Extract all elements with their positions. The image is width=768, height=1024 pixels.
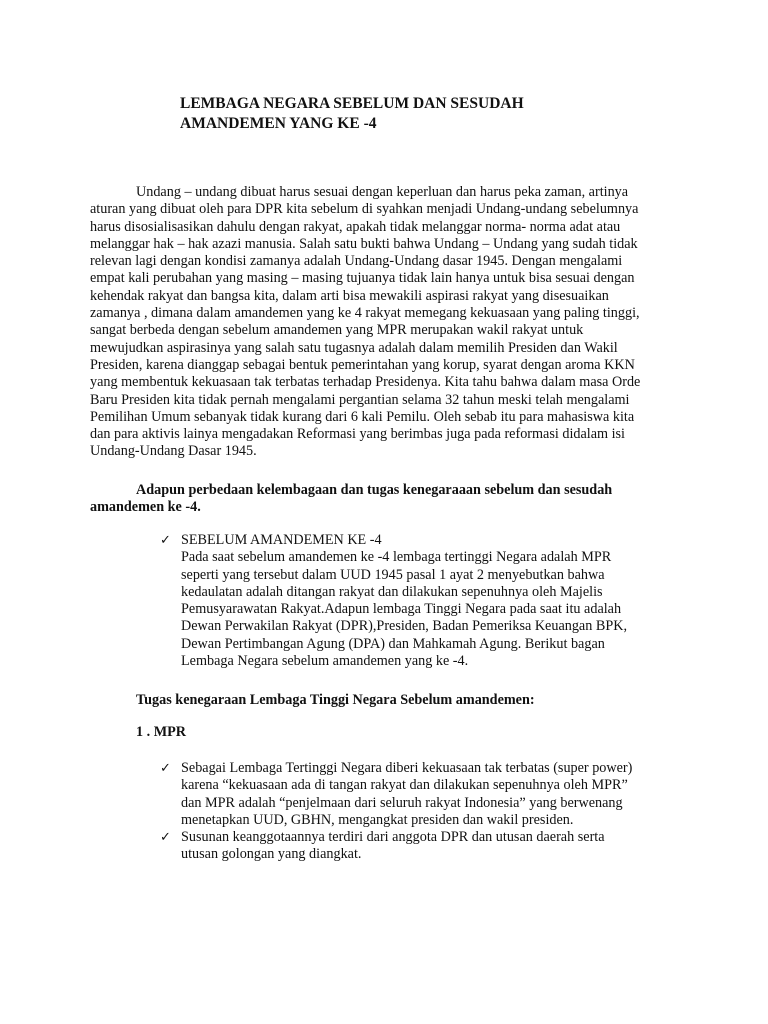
checkmark-icon: ✓ <box>160 830 171 846</box>
mpr-heading: 1 . MPR <box>136 724 187 740</box>
section-before-line: seperti yang tersebut dalam UUD 1945 pasal 1 ayat 2 menyebutkan bahwa <box>181 566 605 583</box>
intro-line: relevan lagi dengan kondisi zamanya adalah Undang-Undang dasar 1945. Dengan mengalami <box>90 253 623 270</box>
section-before-line: Lembaga Negara sebelum amandemen yang ke -4. <box>181 653 469 670</box>
mpr-item-line: dan MPR adalah “penjelmaan dari seluruh rakyat Indonesia” yang berwenang <box>181 794 623 811</box>
difference-paragraph <box>90 482 690 517</box>
section-before-line: Dewan Perwakilan Rakyat (DPR),Presiden, Badan Pemeriksa Keuangan BPK, <box>181 618 628 635</box>
section-before-line: Pada saat sebelum amandemen ke -4 lembaga tertinggi Negara adalah MPR <box>181 549 612 566</box>
document-title <box>180 94 700 134</box>
duties-heading: Tugas kenegaraan Lembaga Tinggi Negara Sebelum amandemen: <box>136 692 535 708</box>
mpr-item-line: Sebagai Lembaga Tertinggi Negara diberi kekuasaan tak terbatas (super power) <box>181 760 633 776</box>
section-before-line: Dewan Pertimbangan Agung (DPA) dan Mahkamah Agung. Berikut bagan <box>181 635 605 652</box>
intro-line: Baru Presiden kita tidak pernah mengalami pergantian selama 32 tahun meski telah mengalami <box>90 391 630 408</box>
mpr-item-line: utusan golongan yang diangkat. <box>181 846 362 863</box>
section-before-line: kedaulatan adalah ditangan rakyat dan dilakukan sepenuhnya oleh Majelis <box>181 583 603 600</box>
intro-line: zamanya , dimana dalam amandemen yang ke 4 rakyat memegang kekuasaan yang paling tinggi, <box>90 305 640 322</box>
intro-line: empat kali perubahan yang masing – masing tujuanya tidak lain hanya untuk bisa sesuai dengan <box>90 270 635 287</box>
list-item <box>160 760 690 829</box>
title-line-2: AMANDEMEN YANG KE -4 <box>180 115 377 132</box>
checkmark-icon: ✓ <box>160 533 171 548</box>
intro-line: yang membentuk kekuasaan tak terbatas terhadap Presidenya. Kita tahu bahwa dalam masa Orde <box>90 374 641 391</box>
difference-line: amandemen ke -4. <box>90 499 201 516</box>
intro-line: aturan yang dibuat oleh para DPR kita sebelum di syahkan menjadi Undang-undang sebelumnya <box>90 201 639 218</box>
intro-line: harus disosialisasikan dahulu dengan rakyat, apakah tidak melanggar norma- norma adat atau <box>90 218 621 235</box>
intro-line: melanggar hak – hak azazi manusia. Salah satu bukti bahwa Undang – Undang yang sudah tidak <box>90 235 638 252</box>
intro-paragraph <box>90 184 690 461</box>
checkmark-icon: ✓ <box>160 761 171 776</box>
intro-line: Undang-Undang Dasar 1945. <box>90 443 257 460</box>
intro-line: kehendak rakyat dan bangsa kita, dalam arti bisa mewakili aspirasi rakyat yang disesuaikan <box>90 287 609 304</box>
intro-line: sangat berbeda dengan sebelum amandemen yang MPR merupakan wakil rakyat untuk <box>90 322 584 339</box>
mpr-item-line: karena “kekuasaan ada di tangan rakyat dan dilakukan sepenuhnya oleh MPR” <box>181 777 628 794</box>
mpr-item-line: Susunan keanggotaannya terdiri dari anggota DPR dan utusan daerah serta <box>181 829 605 846</box>
intro-line: dan para aktivis lainya mengadakan Reformasi yang berimbas juga pada reformasi didalam isi <box>90 426 626 443</box>
intro-line: mewujudkan aspirasinya yang salah satu tugasnya adalah dalam memilih Presiden dan Wakil <box>90 339 618 356</box>
difference-line: Adapun perbedaan kelembagaan dan tugas kenegaraaan sebelum dan sesudah <box>136 482 613 498</box>
intro-line: Pemilihan Umum sebanyak tidak kurang dari 6 kali Pemilu. Oleh sebab itu para mahasiswa kita <box>90 408 635 425</box>
mpr-list <box>160 760 690 864</box>
mpr-item-line: menetapkan UUD, GBHN, mengangkat presiden dan wakil presiden. <box>181 811 574 828</box>
section-before-heading: SEBELUM AMANDEMEN KE -4 <box>181 532 382 548</box>
list-item <box>160 532 690 670</box>
title-line-1: LEMBAGA NEGARA SEBELUM DAN SESUDAH <box>180 95 524 112</box>
intro-line: Undang – undang dibuat harus sesuai dengan keperluan dan harus peka zaman, artinya <box>136 184 629 200</box>
section-before-list <box>160 532 690 670</box>
section-before-line: Pemusyarawatan Rakyat.Adapun lembaga Tinggi Negara pada saat itu adalah <box>181 601 622 618</box>
intro-line: Presiden, karena dianggap sebagai bentuk pemerintahan yang korup, syarat dengan aroma KKN <box>90 356 635 373</box>
list-item <box>160 829 690 864</box>
